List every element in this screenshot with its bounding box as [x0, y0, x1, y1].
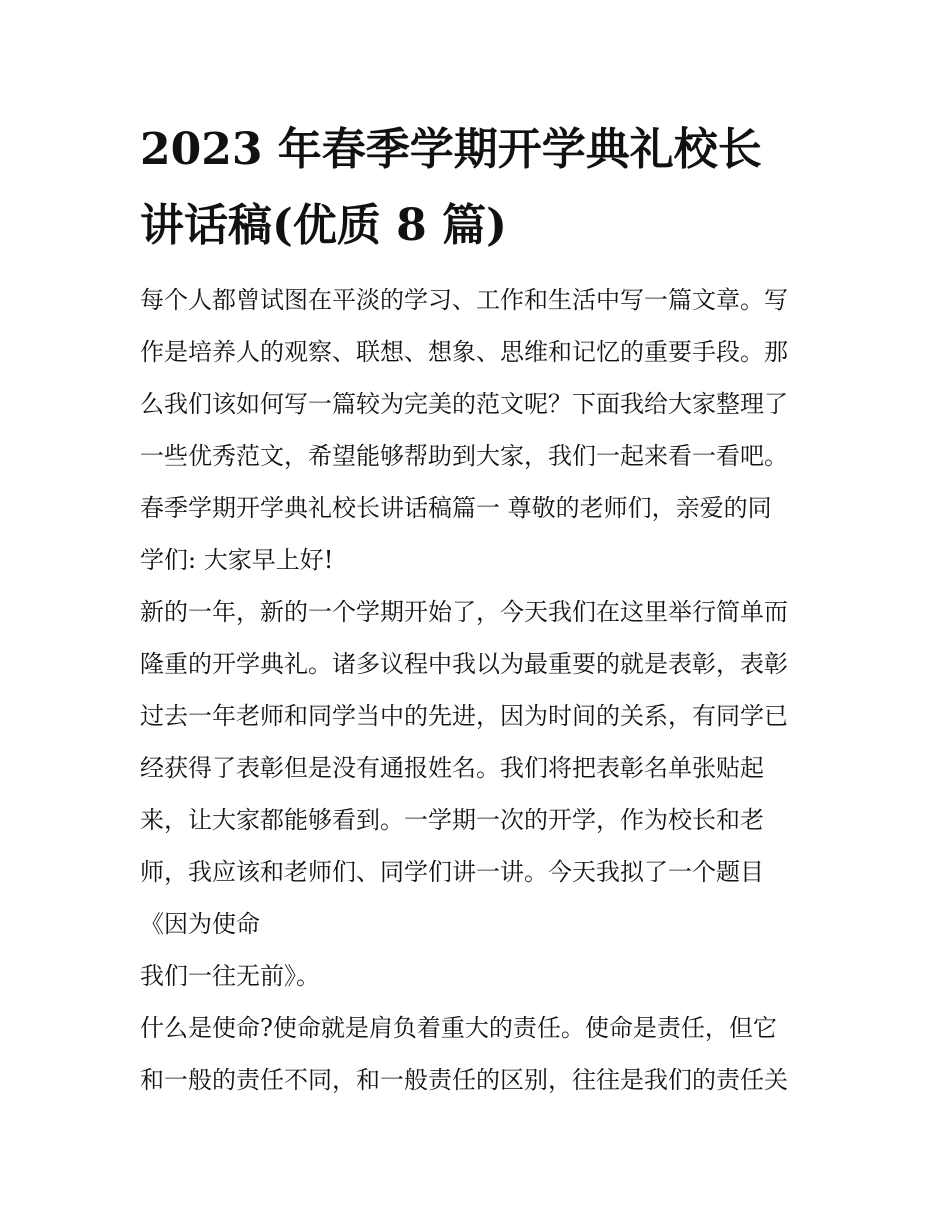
- body-line: 一些优秀范文，希望能够帮助到大家，我们一起来看一看吧。: [140, 442, 788, 470]
- body-line: 什么是使命?使命就是肩负着重大的责任。使命是责任，但它: [140, 1014, 777, 1042]
- body-line: 经获得了表彰但是没有通报姓名。我们将把表彰名单张贴起: [140, 754, 764, 782]
- body-line: 隆重的开学典礼。诸多议程中我以为最重要的就是表彰，表彰: [140, 650, 788, 678]
- body-line: 每个人都曾试图在平淡的学习、工作和生活中写一篇文章。写: [140, 286, 788, 314]
- document-title: [140, 112, 830, 264]
- document-body: [140, 274, 830, 1106]
- body-line: 来，让大家都能够看到。一学期一次的开学，作为校长和老: [140, 806, 764, 834]
- body-line: 春季学期开学典礼校长讲话稿篇一 尊敬的老师们，亲爱的同: [140, 494, 772, 522]
- body-line: 新的一年，新的一个学期开始了，今天我们在这里举行简单而: [140, 598, 788, 626]
- body-line: 我们一往无前》。: [140, 962, 320, 990]
- body-line: 么我们该如何写一篇较为完美的范文呢？下面我给大家整理了: [140, 390, 788, 418]
- title-line: 讲话稿(优质 8 篇): [140, 200, 507, 251]
- body-line: 和一般的责任不同，和一般责任的区别，往往是我们的责任关: [140, 1066, 788, 1094]
- body-line: 作是培养人的观察、联想、想象、思维和记忆的重要手段。那: [140, 338, 788, 366]
- body-line: 师，我应该和老师们、同学们讲一讲。今天我拟了一个题目: [140, 858, 764, 886]
- body-line: 过去一年老师和同学当中的先进，因为时间的关系，有同学已: [140, 702, 788, 730]
- body-line: 《因为使命: [140, 910, 260, 938]
- title-line: 2023 年春季学期开学典礼校长: [140, 124, 762, 175]
- body-line: 学们: 大家早上好!: [140, 546, 334, 574]
